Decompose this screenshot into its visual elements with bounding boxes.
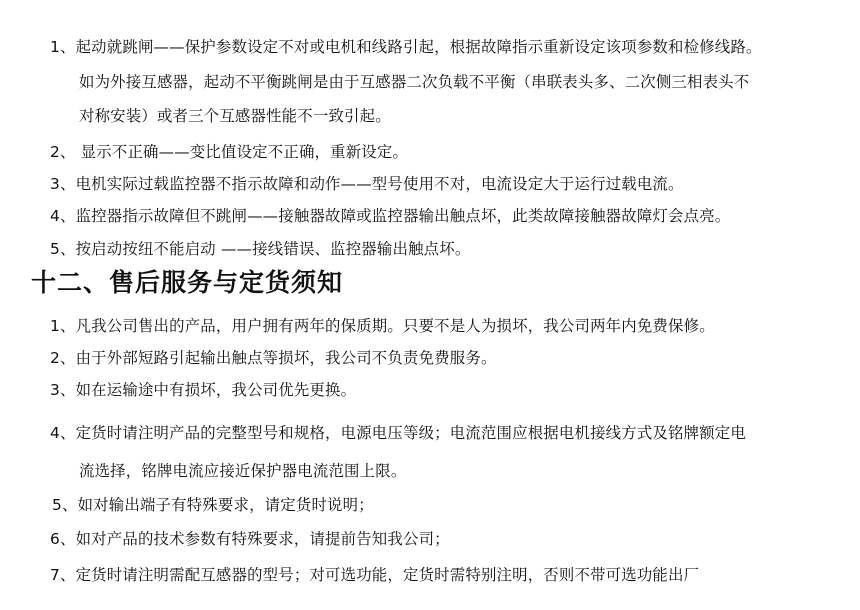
service-item-6: 6、如对产品的技术参数有特殊要求，请提前告知我公司；	[50, 530, 450, 548]
troubleshoot-item-4: 4、监控器指示故障但不跳闸——接触器故障或监控器输出触点坏，此类故障接触器故障灯会点亮。	[50, 207, 731, 225]
troubleshoot-item-5: 5、按启动按纽不能启动 ——接线错误、监控器输出触点坏。	[50, 240, 471, 258]
service-item-4-line-1: 4、定货时请注明产品的完整型号和规格，电源电压等级；电流范围应根据电机接线方式及铭牌额定电	[50, 424, 746, 442]
troubleshoot-item-1-line-2: 如为外接互感器，起动不平衡跳闸是由于互感器二次负载不平衡（串联表头多、二次侧三相表头不	[79, 73, 750, 91]
troubleshoot-item-3: 3、电机实际过载监控器不指示故障和动作——型号使用不对，电流设定大于运行过载电流。	[50, 175, 684, 193]
troubleshoot-item-1-line-1: 1、起动就跳闸——保护参数设定不对或电机和线路引起，根据故障指示重新设定该项参数和检修线路。	[50, 38, 762, 56]
troubleshoot-item-1-line-3: 对称安装）或者三个互感器性能不一致引起。	[79, 107, 391, 125]
service-item-4-line-2: 流选择，铭牌电流应接近保护器电流范围上限。	[79, 462, 407, 480]
service-item-7: 7、定货时请注明需配互感器的型号；对可选功能，定货时需特别注明，否则不带可选功能出厂	[50, 566, 700, 584]
service-item-5: 5、如对输出端子有特殊要求，请定货时说明；	[52, 496, 374, 514]
service-item-3: 3、如在运输途中有损坏，我公司优先更换。	[50, 381, 357, 399]
service-item-2: 2、由于外部短路引起输出触点等损坏，我公司不负责免费服务。	[50, 349, 497, 367]
troubleshoot-item-2: 2、 显示不正确——变比值设定不正确，重新设定。	[50, 143, 409, 161]
service-item-1: 1、凡我公司售出的产品，用户拥有两年的保质期。只要不是人为损坏，我公司两年内免费保修。	[50, 317, 715, 335]
section-heading: 十二、售后服务与定货须知	[31, 268, 344, 297]
